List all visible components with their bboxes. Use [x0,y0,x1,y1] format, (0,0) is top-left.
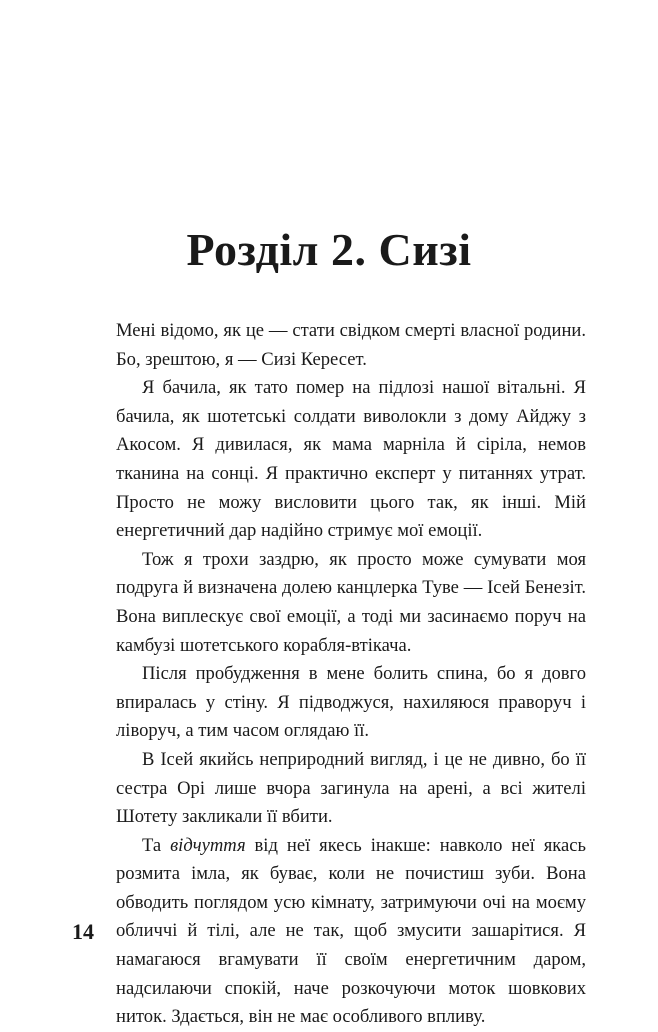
chapter-title: Розділ 2. Сизі [186,224,472,275]
emphasized-word: відчуття [170,834,246,856]
paragraph: Після пробудження в мене болить спина, бо я довго впиралась у стіну. Я підводжуся, нахиляюся праворуч і ліворуч, а тим часом оглядаю її. [116,663,586,742]
chapter-body [116,317,586,1032]
paragraph-text: від неї якесь інакше: навколо неї якась розмита імла, як буває, коли не почистиш зуби. Вона обводить поглядом усю кімнату, затримуючи очі на моєму обличчі й тілі, але не так, щоб змусити зашарітися. Я намагаюся вгамувати її своїм енергетичним даром, надсилаючи спокій, наче розкочуючи моток шовкових ниток. Здається, він не має особливого впливу. [116,834,586,1028]
paragraph: В Ісей якийсь неприродний вигляд, і це не дивно, бо її сестра Орі лише вчора загинула на арені, а всі жителі Шотету закликали її вбити. [116,748,586,828]
paragraph [116,832,586,1032]
paragraph-text: Та [142,834,171,856]
paragraph: Тож я трохи заздрю, як просто може сумувати моя подруга й визначена долею канцлерка Туве — Ісей Бенезіт. Вона виплескує свої емоції, а тоді ми засинаємо поруч на камбузі шотетського корабля-втікача. [116,548,586,656]
paragraph: Мені відомо, як це — стати свідком смерті власної родини. Бо, зрештою, я — Сизі Кересет. [116,320,586,370]
page-number: 14 [72,919,94,944]
paragraph: Я бачила, як тато помер на підлозі нашої вітальні. Я бачила, як шотетські солдати виволокли з дому Айджу з Акосом. Я дивилася, як мама марніла й сіріла, немов тканина на сонці. Я практично експерт у питаннях утрат. Просто не можу висловити цього так, як інші. Мій енергетичний дар надійно стримує мої емоції. [116,377,586,542]
